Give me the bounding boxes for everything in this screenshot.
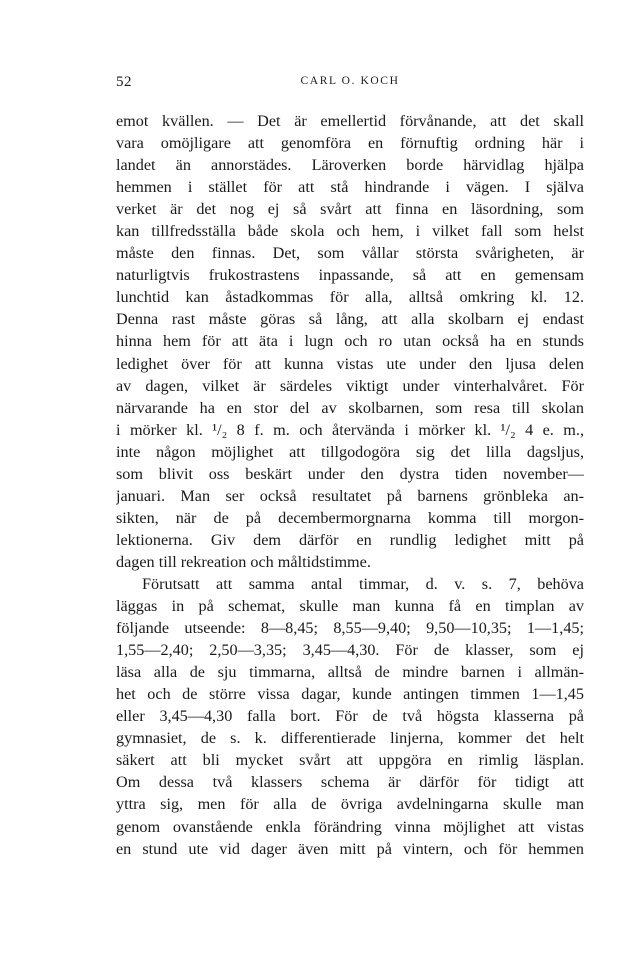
text-line: som blivit oss beskärt under den dystra tiden november—	[116, 464, 584, 483]
text-line: het och de större vissa dagar, kunde antingen timmen 1—1,45	[116, 685, 584, 704]
text-line: säkert att bli mycket svårt att uppgöra en rimlig läsplan.	[116, 751, 584, 770]
text-line: i mörker kl. ¹/₂ 8 f. m. och återvända i mörker kl. ¹/₂ 4 e. m.,	[116, 420, 584, 439]
text-line: kan tillfredsställa både skola och hem, i vilket fall som helst	[116, 222, 584, 241]
text-line: verket är det nog ej så svårt att finna en läsordning, som	[116, 200, 584, 219]
text-line: lunchtid kan åstadkommas för alla, alltså omkring kl. 12.	[116, 288, 584, 307]
text-line: januari. Man ser också resultatet på barnens grönbleka an-	[116, 486, 584, 505]
text-line: ledighet över för att kunna vistas ute under den ljusa delen	[116, 354, 584, 373]
text-line: sikten, när de på decembermorgnarna komma till morgon-	[116, 508, 584, 527]
text-line: närvarande ha en stor del av skolbarnen, som resa till skolan	[116, 398, 584, 417]
page-number: 52	[116, 74, 132, 90]
text-line: emot kvällen. — Det är emellertid förvånande, att det skall	[116, 112, 584, 130]
text-line: eller 3,45—4,30 falla bort. För de två högsta klasserna på	[116, 707, 584, 726]
text-line: följande utseende: 8—8,45; 8,55—9,40; 9,50—10,35; 1—1,45;	[116, 619, 584, 638]
text-line: lektionerna. Giv dem därför en rundlig ledighet mitt på	[116, 530, 584, 549]
text-line: läsa alla de sju timmarna, alltså de mindre barnen i allmän-	[116, 663, 584, 682]
text-line: landet än annorstädes. Läroverken borde härvidlag hjälpa	[116, 156, 584, 175]
running-head-author: CARL O. KOCH	[300, 75, 400, 87]
text-line: naturligtvis frukostrastens inpassande, så att en gemensam	[116, 266, 584, 285]
text-line: Om dessa två klassers schema är därför för tidigt att	[116, 773, 584, 792]
running-head	[116, 74, 584, 94]
paragraph-start-line: Förutsatt att samma antal timmar, d. v. s. 7, behöva	[142, 574, 584, 593]
text-line: Denna rast måste göras så lång, att alla skolbarn ej endast	[116, 310, 584, 329]
text-line: gymnasiet, de s. k. differentierade linjerna, kommer det helt	[116, 729, 584, 748]
text-line: hinna hem för att äta i lugn och ro utan också ha en stunds	[116, 332, 584, 351]
text-line: läggas in på schemat, skulle man kunna få en timplan av	[116, 597, 584, 616]
paragraph-end-line: dagen till rekreation och måltidstimme.	[116, 552, 371, 571]
text-line: genom ovanstående enkla förändring vinna möjlighet att vistas	[116, 817, 584, 836]
text-line: 1,55—2,40; 2,50—3,35; 3,45—4,30. För de klasser, som ej	[116, 641, 584, 660]
text-line: inte någon möjlighet att tillgodogöra sig det lilla dagsljus,	[116, 442, 584, 461]
text-line: vara omöjligare att genomföra en förnuftig ordning här i	[116, 134, 584, 153]
text-line: yttra sig, men för alla de övriga avdelningarna skulle man	[116, 795, 584, 814]
body-text	[116, 110, 584, 860]
text-line: måste den finnas. Det, som vållar största svårigheten, är	[116, 244, 584, 263]
text-line: hemmen i stället för att stå hindrande i vägen. I själva	[116, 178, 584, 197]
text-line: en stund ute vid dager även mitt på vintern, och för hemmen	[116, 839, 584, 858]
text-line: av dagen, vilket är särdeles viktigt under vinterhalvåret. För	[116, 376, 584, 395]
